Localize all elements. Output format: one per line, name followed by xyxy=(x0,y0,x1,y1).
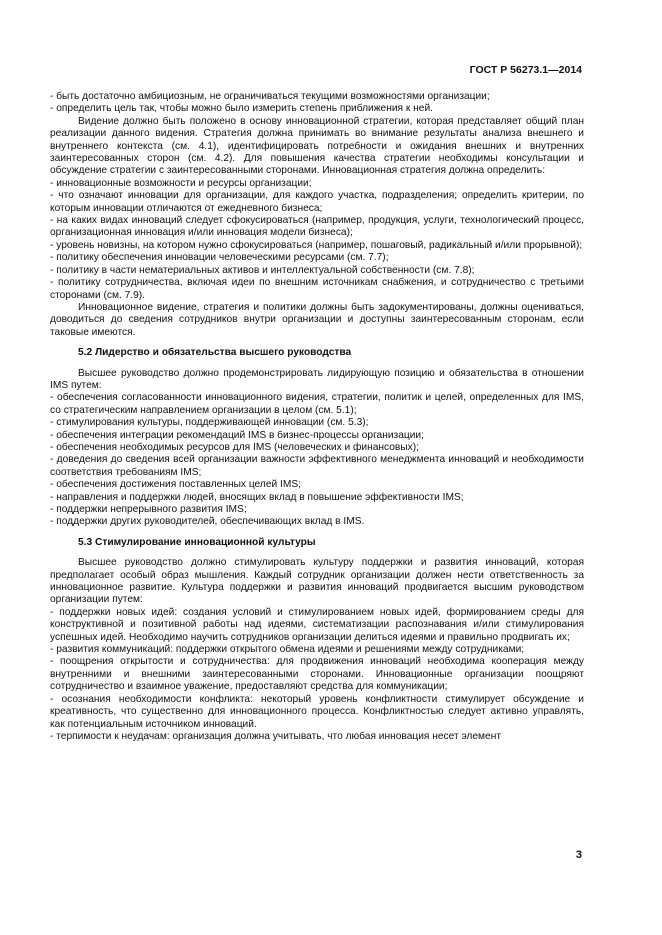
list-item: - инновационные возможности и ресурсы организации; xyxy=(50,177,312,189)
list-item: - обеспечения согласованности инновационного видения, стратегии, политик и целей, определенных для IMS, со стратегическим направлением организации в целом (см. 5.1); xyxy=(50,392,584,416)
document-header: ГОСТ Р 56273.1—2014 xyxy=(469,64,582,76)
list-item: - стимулирования культуры, поддерживающей инновации (см. 5.3); xyxy=(50,417,369,429)
list-item: - развития коммуникаций: поддержки открытого обмена идеями и решениями между сотрудниками; xyxy=(50,644,525,656)
list-item: - определить цель так, чтобы можно было измерить степень приближения к ней. xyxy=(50,103,433,115)
list-item: - обеспечения необходимых ресурсов для IMS (человеческих и финансовых); xyxy=(50,441,419,453)
list-item: - направления и поддержки людей, вносящих вклад в повышение эффективности IMS; xyxy=(50,491,464,503)
list-item: - политику сотрудничества, включая идеи по внешним источникам снабжения, и сотрудничество с третьими сторонами (см. 7.9). xyxy=(50,277,584,301)
list-item: - на каких видах инноваций следует сфокусироваться (например, продукция, услуги, технологический процесс, организационная инновация и/или инновация модели бизнеса); xyxy=(50,215,584,239)
section-heading-5-2: 5.2 Лидерство и обязательства высшего руководства xyxy=(78,347,352,359)
section-intro-5-2: Высшее руководство должно продемонстрировать лидирующую позицию и обязательства в отношении IMS путем: xyxy=(50,367,584,391)
page-body xyxy=(50,91,584,743)
page-number: 3 xyxy=(575,849,582,861)
list-item: - поддержки новых идей: создания условий и стимулированием новых идей, формированием среды для конструктивной и позитивной работы над идеями, систематизации распознавания и/или стимулирования успешных идей. Необходимо научить сотрудников организации делиться идеями и правильно продвигать их; xyxy=(50,606,584,643)
documentation-paragraph: Инновационное видение, стратегия и политики должны быть задокументированы, должны оцениваться, доводиться до сведения сотрудников внутри организации и доступны заинтересованным сторонам, если таковые имеются. xyxy=(50,301,584,338)
list-item: - поощрения открытости и сотрудничества: для продвижения инноваций необходима кооперация между внутренними и внешними заинтересованными сторонами. Инновационные организации поощряют сотрудничество и взаимное уважение, предоставляют средства для коммуникации; xyxy=(50,656,584,693)
list-item: - осознания необходимости конфликта: некоторый уровень конфликтности стимулирует обсуждение и креативность, что существенно для инновационного процесса. Конфликтностью следует активно управлять, как потенциальным источником инноваций. xyxy=(50,693,584,730)
vision-paragraph: Видение должно быть положено в основу инновационной стратегии, которая представляет общий план реализации данного видения. Стратегия должна принимать во внимание результаты анализа внешнего и внутреннего контекста (см. 4.1), идентифицировать потребности и ожидания внешних и внутренних заинтересованных сторон (см. 4.2). Для повышения качества стратегии необходимы консультации и обсуждение стратегии с заинтересованными сторонами. Инновационная стратегия должна определить: xyxy=(50,115,584,177)
list-item: - политику обеспечения инновации человеческими ресурсами (см. 7.7); xyxy=(50,252,389,264)
list-item: - поддержки непрерывного развития IMS; xyxy=(50,504,247,515)
list-item: - терпимости к неудачам: организация должна учитывать, что любая инновация несет элемент xyxy=(50,730,501,742)
section-heading-5-3: 5.3 Стимулирование инновационной культуры xyxy=(78,536,316,548)
list-item: - уровень новизны, на котором нужно сфокусироваться (например, пошаговый, радикальный и/или прорывной); xyxy=(50,239,583,251)
list-item: - поддержки других руководителей, обеспечивающих вклад в IMS. xyxy=(50,516,365,528)
list-item: - быть достаточно амбициозным, не ограничиваться текущими возможностями организации; xyxy=(50,91,490,102)
list-item: - обеспечения интеграции рекомендаций IMS в бизнес-процессы организации; xyxy=(50,429,424,441)
list-item: - доведения до сведения всей организации важности эффективного менеджмента инноваций и необходимости соответствия требованиям IMS; xyxy=(50,454,584,478)
list-item: - обеспечения достижения поставленных целей IMS; xyxy=(50,479,301,491)
section-intro-5-3: Высшее руководство должно стимулировать культуру поддержки и развития инноваций, которая предполагает особый образ мышления. Каждый сотрудник организации должен нести ответственность за инновационное развитие. Культура поддержки и развития инноваций продвигается высшим руководством организации путем: xyxy=(50,557,584,606)
list-item: - политику в части нематериальных активов и интеллектуальной собственности (см. 7.8); xyxy=(50,264,475,276)
list-item: - что означают инновации для организации, для каждого участка, подразделения; определить критерии, по которым инновации отличаются от ежедневного бизнеса; xyxy=(50,190,584,214)
